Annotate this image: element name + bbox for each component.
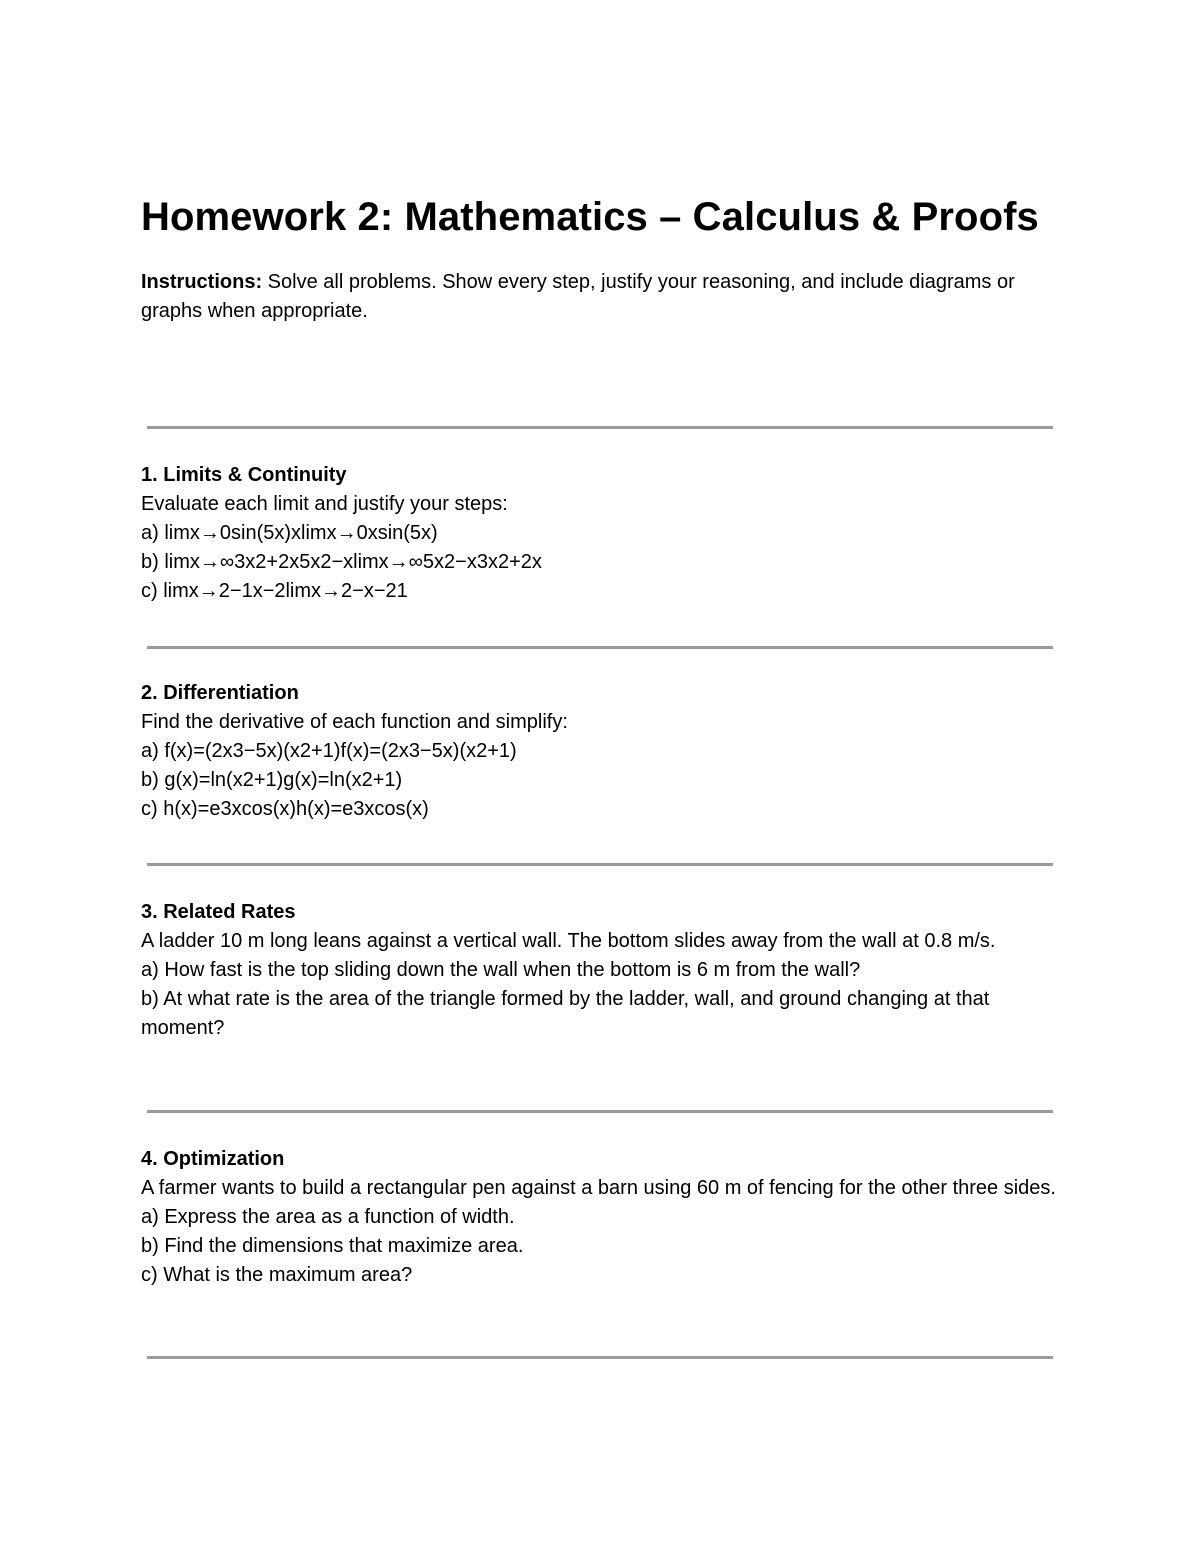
problem-item: c) h(x)=e3xcos(x)h(x)=e3xcos(x)	[141, 798, 429, 820]
instructions-text: Solve all problems. Show every step, justify your reasoning, and include diagrams or graphs when appropriate.	[141, 271, 1015, 322]
section-optimization	[141, 1145, 1059, 1290]
section-intro: Evaluate each limit and justify your steps:	[141, 493, 508, 515]
document-title: Homework 2: Mathematics – Calculus & Proofs	[141, 195, 1039, 239]
problem-item: a) f(x)=(2x3−5x)(x2+1)f(x)=(2x3−5x)(x2+1)	[141, 740, 517, 762]
problem-item: b) At what rate is the area of the triangle formed by the ladder, wall, and ground changing at that moment?	[141, 988, 990, 1039]
problem-item: b) Find the dimensions that maximize area.	[141, 1235, 524, 1257]
document-page	[141, 188, 1059, 1286]
section-intro: Find the derivative of each function and simplify:	[141, 711, 568, 733]
section-intro: A ladder 10 m long leans against a vertical wall. The bottom slides away from the wall at 0.8 m/s.	[141, 930, 996, 952]
section-intro: A farmer wants to build a rectangular pen against a barn using 60 m of fencing for the other three sides.	[141, 1177, 1056, 1199]
problem-item: b) limx→∞3x2+2x5x2−xlimx→∞​5x2−x3x2+2x​	[141, 551, 542, 573]
section-heading: 1. Limits & Continuity	[141, 464, 347, 486]
problem-item: c) What is the maximum area?	[141, 1264, 413, 1286]
problem-item: b) g(x)=ln(x2+1)g(x)=ln(x2+1)	[141, 769, 403, 791]
problem-item: a) limx→0sin(5x)xlimx→0​xsin(5x)​	[141, 522, 438, 544]
horizontal-divider	[147, 863, 1053, 866]
instructions-label: Instructions:	[141, 271, 263, 293]
problem-item: c) limx→2−1x−2limx→2−​x−21​	[141, 580, 408, 602]
horizontal-divider	[147, 426, 1053, 429]
problem-item: a) Express the area as a function of width.	[141, 1206, 515, 1228]
horizontal-divider	[147, 646, 1053, 649]
section-related-rates	[141, 898, 1059, 1043]
horizontal-divider	[147, 1356, 1053, 1359]
instructions-paragraph	[141, 268, 1059, 326]
section-differentiation	[141, 679, 1059, 824]
section-heading: 3. Related Rates	[141, 901, 296, 923]
section-heading: 4. Optimization	[141, 1148, 285, 1170]
problem-item: a) How fast is the top sliding down the wall when the bottom is 6 m from the wall?	[141, 959, 861, 981]
section-limits-continuity	[141, 461, 1059, 606]
horizontal-divider	[147, 1110, 1053, 1113]
section-heading: 2. Differentiation	[141, 682, 299, 704]
